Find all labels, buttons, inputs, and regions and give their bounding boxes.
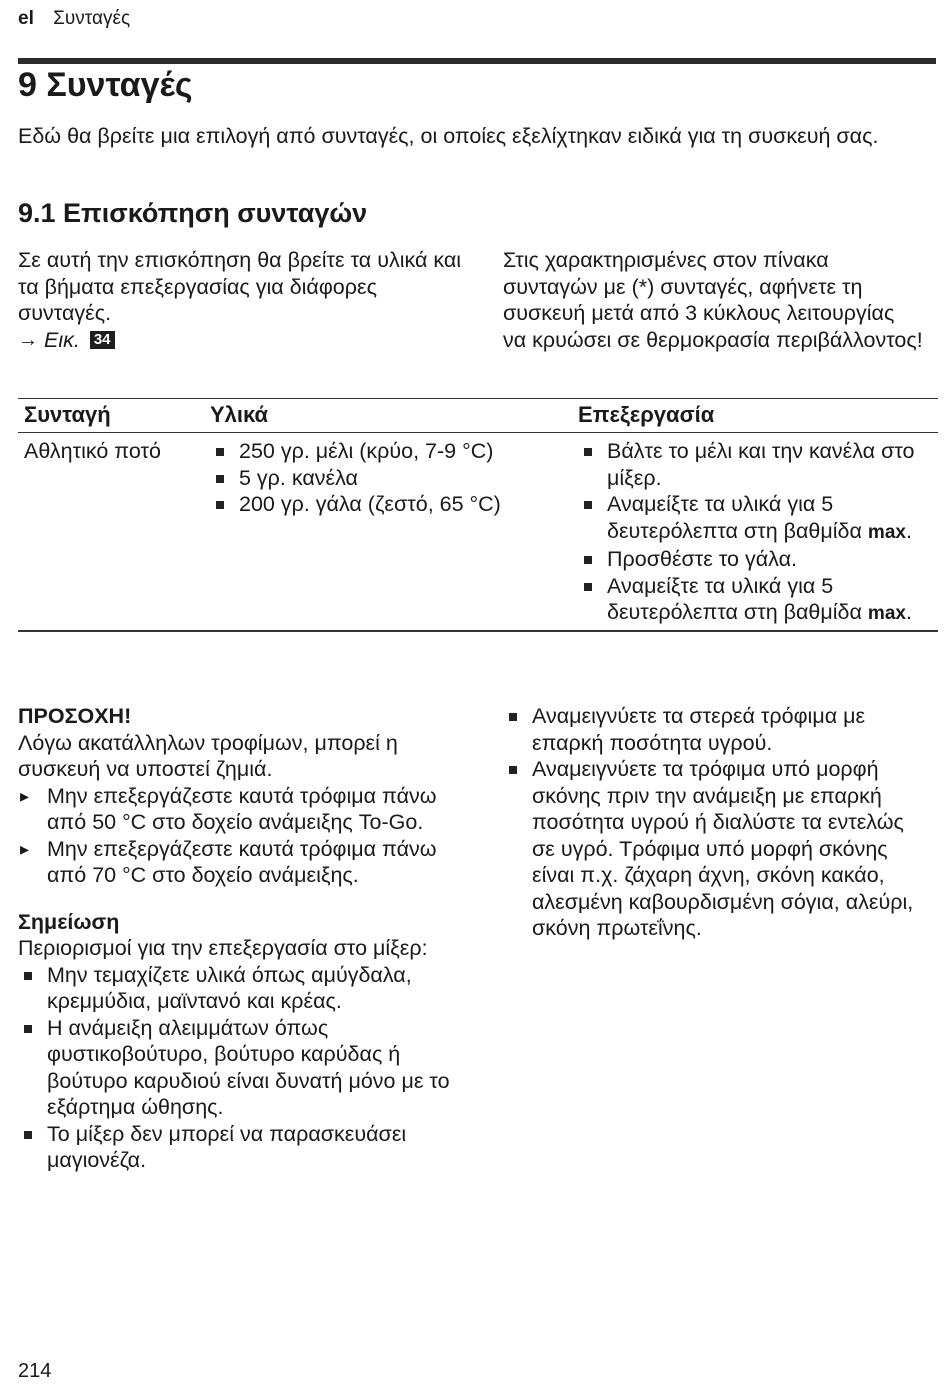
figure-reference[interactable] (18, 327, 463, 354)
figure-number-badge: 34 (90, 331, 115, 349)
speed-level-max: max (867, 521, 906, 543)
header-ingredients: Υλικά (204, 399, 572, 433)
table-row (18, 433, 938, 631)
list-item: Αναμειγνύετε τα στερεά τρόφιμα με επαρκή ποσότητα υγρού. (503, 703, 928, 756)
header-rule (18, 58, 936, 64)
note-text: Περιορισμοί για την επεξεργασία στο μίξερ: (18, 936, 428, 960)
ingredients-list (210, 438, 566, 518)
mixing-tips-list (503, 703, 928, 942)
language-code: el (18, 8, 34, 29)
bottom-right-column (503, 703, 928, 942)
list-item: ▸ Μην επεξεργάζεστε καυτά τρόφιμα πάνω από 70 °C στο δοχείο ανάμειξης. (18, 836, 463, 889)
list-item: 250 γρ. μέλι (κρύο, 7-9 °C) (210, 438, 566, 465)
note-list (18, 962, 463, 1174)
caution-list (18, 783, 463, 889)
list-item: Μην τεμαχίζετε υλικά όπως αμύγδαλα, κρεμμύδια, μαϊντανό και κρέας. (18, 962, 463, 1015)
recipe-name: Αθλητικό ποτό (18, 433, 204, 631)
section-title: 9.1 Επισκόπηση συνταγών (18, 198, 368, 228)
overview-text: Σε αυτή την επισκόπηση θα βρείτε τα υλικά και τα βήματα επεξεργασίας για διάφορες συνταγές. (18, 248, 462, 325)
ingredients-cell (204, 433, 572, 631)
overview-right-column (503, 247, 923, 353)
cooldown-warning-text: Στις χαρακτηρισμένες στον πίνακα συνταγών με (*) συνταγές, αφήνετε τη συσκευή μετά από 3 κύκλους λειτουργίας να κρυώσει σε θερμοκρασία περιβάλλοντος! (503, 248, 923, 352)
table-header-row (18, 399, 938, 433)
list-item: 200 γρ. γάλα (ζεστό, 65 °C) (210, 491, 566, 518)
caution-text: Λόγω ακατάλληλων τροφίμων, μπορεί η συσκευή να υποστεί ζημιά. (18, 730, 398, 781)
chapter-title: 9 Συνταγές (18, 66, 193, 104)
list-item: Η ανάμειξη αλειμμάτων όπως φυστικοβούτυρο, βούτυρο καρύδας ή βούτυρο καρυδιού είναι δυνατή μόνο με το εξάρτημα ώθησης. (18, 1015, 463, 1121)
list-item: 5 γρ. κανέλα (210, 465, 566, 492)
arrow-right-icon: → (18, 328, 38, 351)
list-item: Αναμείξτε τα υλικά για 5 δευτερόλεπτα στη βαθμίδα max. (578, 491, 932, 546)
page-number: 214 (18, 1360, 52, 1382)
recipe-table (18, 398, 938, 632)
list-item: ▸ Μην επεξεργάζεστε καυτά τρόφιμα πάνω από 50 °C στο δοχείο ανάμειξης To-Go. (18, 783, 463, 836)
chapter-intro: Εδώ θα βρείτε μια επιλογή από συνταγές, οι οποίες εξελίχτηκαν ειδικά για τη συσκευή σας. (18, 124, 879, 148)
list-item: Αναμειγνύετε τα τρόφιμα υπό μορφή σκόνης πριν την ανάμειξη με επαρκή ποσότητα υγρού ή διαλύστε τα εντελώς σε υγρό. Τρόφιμα υπό μορφή σκόνης είναι π.χ. ζάχαρη άχνη, σκόνη κακάο, αλεσμένη καβουρδισμένη σόγια, αλεύρι, σκόνη πρωτεΐνης. (503, 756, 928, 942)
list-item: Προσθέστε το γάλα. (578, 546, 932, 573)
note-title: Σημείωση (18, 909, 120, 934)
speed-level-max: max (867, 603, 906, 624)
overview-left-column (18, 247, 463, 353)
processing-cell (572, 433, 938, 631)
processing-steps-list (578, 438, 932, 628)
list-item: Βάλτε το μέλι και την κανέλα στο μίξερ. (578, 438, 932, 491)
bottom-left-column (18, 703, 463, 1174)
header-section-name: Συνταγές (53, 8, 131, 29)
list-item: Το μίξερ δεν μπορεί να παρασκευάσει μαγιονέζα. (18, 1121, 463, 1174)
header-processing: Επεξεργασία (572, 399, 938, 433)
figure-label: Εικ. (44, 327, 80, 352)
header-recipe: Συνταγή (18, 399, 204, 433)
list-item: Αναμείξτε τα υλικά για 5 δευτερόλεπτα στη βαθμίδα max. (578, 573, 932, 628)
caution-title: ΠΡΟΣΟΧΗ! (18, 704, 132, 728)
running-header (18, 8, 130, 30)
